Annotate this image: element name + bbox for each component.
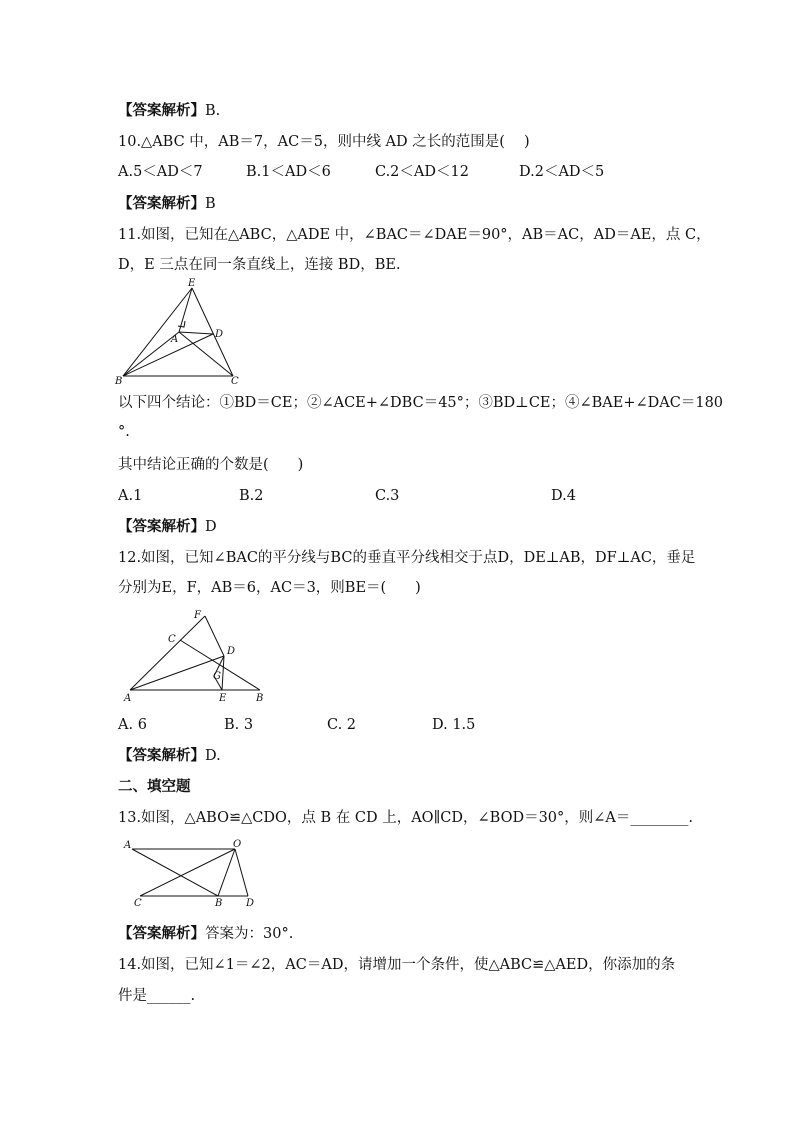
figure-label: B	[256, 693, 264, 704]
option-b: B.2	[239, 488, 264, 504]
answer-value: B	[205, 196, 216, 212]
option-b: B. 3	[224, 717, 254, 733]
figure-label: A	[124, 693, 132, 704]
option-d: D.2＜AD＜5	[519, 164, 605, 180]
figure-label: O	[233, 839, 242, 850]
option-d: D. 1.5	[432, 717, 476, 733]
answer-label: 【答案解析】	[118, 103, 205, 119]
answer-label: 【答案解析】	[118, 196, 205, 212]
figure-label: F	[194, 610, 201, 621]
question-stem: 12.如图，已知∠BAC的平分线与BC的垂直平分线相交于点D，DE⊥AB，DF⊥AC，垂足	[118, 550, 696, 566]
answer-label: 【答案解析】	[118, 519, 205, 535]
option-d: D.4	[551, 488, 576, 504]
option-a: A. 6	[118, 717, 147, 733]
option-c: C.3	[375, 488, 400, 504]
question-stem: D，E 三点在同一条直线上，连接 BD，BE.	[118, 257, 401, 273]
question-stem: 10.△ABC 中，AB＝7，AC＝5，则中线 AD 之长的范围是( )	[118, 134, 530, 150]
question-text: 其中结论正确的个数是( )	[118, 457, 304, 473]
question-stem: 13.如图，△ABO≌△CDO，点 B 在 CD 上，AO∥CD，∠BOD＝30°，则∠A＝________.	[118, 810, 694, 826]
answer-label: 【答案解析】	[118, 926, 205, 942]
triangle-figure-q11	[115, 278, 245, 388]
conclusions-text: 以下四个结论：①BD＝CE；②∠ACE+∠DBC＝45°；③BD⊥CE；④∠BAE+∠DAC＝180	[118, 395, 724, 411]
option-a: A.5＜AD＜7	[118, 164, 203, 180]
section-heading: 二、填空题	[118, 779, 191, 795]
triangle-figure-q13	[120, 834, 270, 914]
figure-label: B	[115, 376, 123, 387]
answer-value: D.	[205, 748, 221, 764]
answer-label: 【答案解析】	[118, 748, 205, 764]
figure-label: G	[213, 671, 221, 682]
question-stem: 11.如图，已知在△ABC，△ADE 中，∠BAC＝∠DAE＝90°，AB＝AC，AD＝AE，点 C，	[118, 227, 711, 243]
answer-value: B.	[205, 103, 221, 119]
answer-line	[118, 924, 293, 944]
conclusions-text: °.	[118, 424, 130, 440]
figure-label: D	[246, 898, 255, 909]
figure-label: B	[215, 898, 223, 909]
answer-line	[118, 517, 217, 537]
option-b: B.1＜AD＜6	[246, 164, 331, 180]
figure-label: D	[215, 329, 224, 340]
answer-line	[118, 194, 216, 214]
figure-label: C	[134, 898, 142, 909]
figure-label: E	[219, 693, 227, 704]
option-c: C. 2	[327, 717, 357, 733]
answer-value: 答案为：30°.	[205, 926, 294, 942]
figure-label: C	[168, 634, 176, 645]
answer-value: D	[205, 519, 217, 535]
answer-line	[118, 101, 220, 121]
answer-line	[118, 746, 221, 766]
figure-label: A	[171, 334, 179, 345]
figure-label: A	[124, 840, 132, 851]
figure-label: D	[227, 646, 236, 657]
option-c: C.2＜AD＜12	[375, 164, 469, 180]
figure-label: E	[188, 278, 196, 289]
option-a: A.1	[118, 488, 143, 504]
question-stem: 件是______.	[118, 988, 196, 1004]
triangle-figure-q12	[120, 606, 270, 706]
question-stem: 14.如图，已知∠1＝∠2，AC＝AD，请增加一个条件，使△ABC≌△AED，你添加的条	[118, 957, 676, 973]
question-stem: 分别为E，F，AB＝6，AC＝3，则BE＝( )	[118, 580, 421, 596]
figure-label: C	[231, 376, 239, 387]
